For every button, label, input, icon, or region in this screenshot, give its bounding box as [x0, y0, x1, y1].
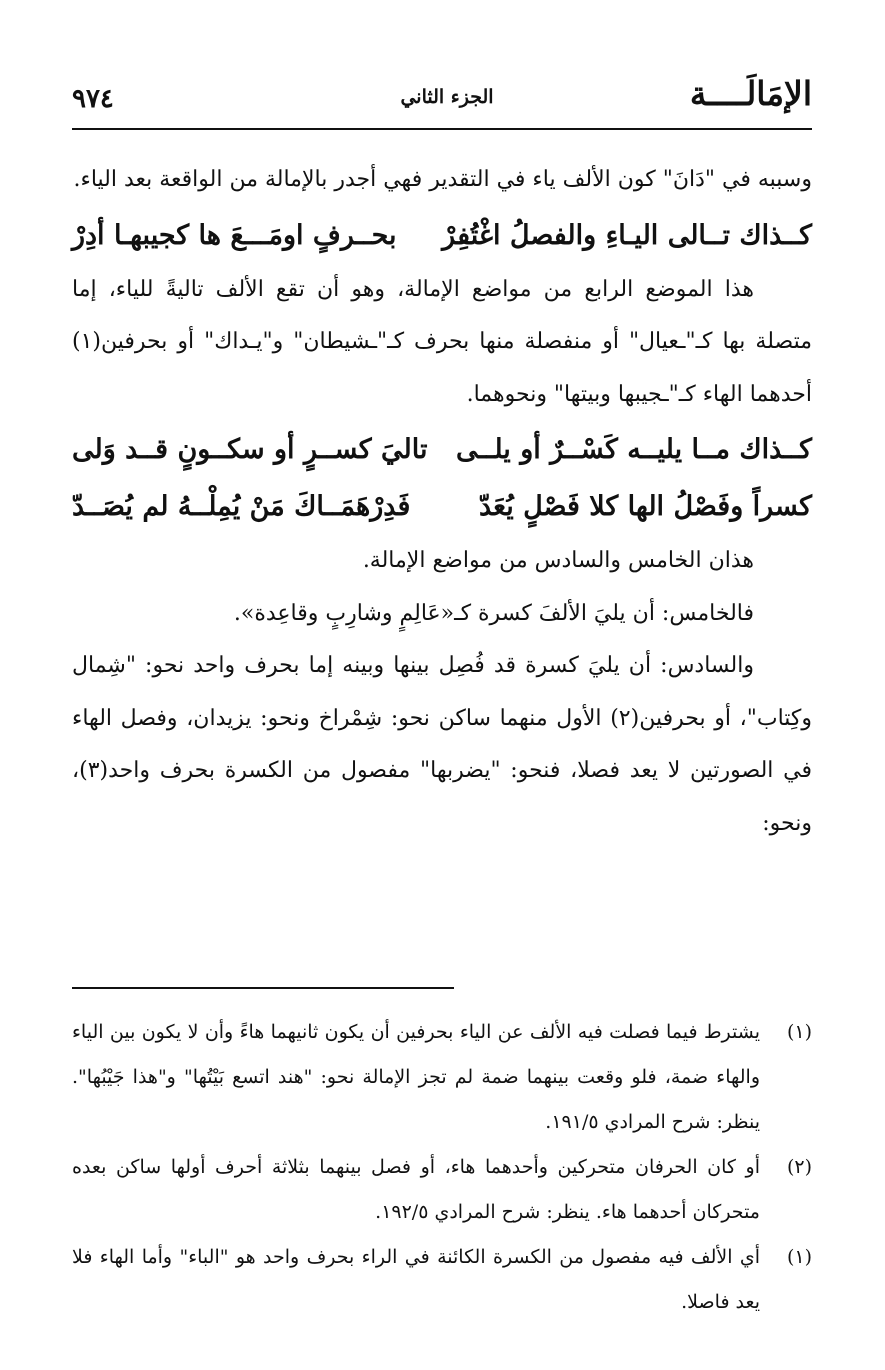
main-text [72, 154, 812, 850]
running-title: الإمَالَــــة [689, 74, 812, 113]
footnote-text: أو كان الحرفان متحركين وأحدهما هاء، أو فصل بينهما بثلاثة أحرف أولها ساكن بعده متحركان أحدهما هاء. ينظر: شرح المرادي ١٩٢/٥. [72, 1156, 760, 1223]
verse-line [72, 421, 812, 478]
paragraph-fourth-position: هذا الموضع الرابع من مواضع الإمالة، وهو أن تقع الألف تاليةً للياء، إما متصلة بها كـ"ـعيال" أو منفصلة منها بحرف كـ"ـشيطان" و"يـداك" أو بحرفين(١) أحدهما الهاء كـ"ـجيبها وبيتها" ونحوهما. [72, 276, 812, 407]
page-number: ٩٧٤ [72, 84, 114, 114]
verse-line [72, 478, 812, 535]
verse-first-hemistich: كــذاك تــالى اليـاءِ والفصلُ اغْتُفِرْ [442, 219, 812, 251]
verse-second-hemistich: فَدِرْهَمَــاكَ مَنْ يُمِلْــهُ لم يُصَــدّ [72, 491, 411, 522]
verse-first-hemistich: كسراً وفَصْلُ الها كلا فَصْلٍ يُعَدّ [479, 491, 812, 522]
paragraph-fifth-sixth: هذان الخامس والسادس من مواضع الإمالة. [362, 548, 754, 573]
verse-first-hemistich: كــذاك مــا يليــه كَسْــرٌ أو يلــى [456, 434, 812, 465]
footnote-divider [72, 987, 454, 989]
paragraph-sixth: والسادس: أن يليَ كسرة قد فُصِل بينها وبينه إما بحرف واحد نحو: "شِمال وكِتاب"، أو بحرفين(٢) الأول منهما ساكن نحو: شِمْراخ ونحو: يزيدان، وفصل الهاء في الصورتين لا يعد فصلا، فنحو: "يضربها" مفصول من الكسرة بحرف واحد(٣)، ونحو: [72, 653, 813, 836]
footnote-text: يشترط فيما فصلت فيه الألف عن الياء بحرفين أن يكون ثانيهما هاءً وأن لا يكون بين الياء والهاء ضمة، فلو وقعت بينهما ضمة لم تجز الإمالة نحو: "هند اتسع بَيْتُها" و"هذا جَيْبُها". ينظر: شرح المرادي ١٩١/٥. [72, 1021, 760, 1133]
footnote-number: (٢) [786, 1156, 812, 1178]
footnote-text: أي الألف فيه مفصول من الكسرة الكائنة في الراء بحرف واحد هو "الباء" وأما الهاء فلا يعد فاصلا. [72, 1246, 760, 1313]
footnote [72, 1145, 812, 1235]
verse-second-hemistich: بحــرفٍ اومَـــعَ ها كجيبهـا أدِرْ [72, 219, 397, 251]
page-header [72, 62, 812, 130]
footnotes [72, 1010, 812, 1325]
paragraph-intro: وسببه في "دَانَ" كون الألف ياء في التقدير فهي أجدر بالإمالة من الواقعة بعد الياء. [73, 167, 812, 192]
part-label: الجزء الثاني [400, 86, 494, 108]
verse-line [72, 207, 812, 264]
footnote [72, 1010, 812, 1145]
footnote-number: (١) [786, 1021, 812, 1043]
footnote-number: (١) [786, 1246, 812, 1268]
book-page [72, 62, 812, 1322]
paragraph-fifth: فالخامس: أن يليَ الألفَ كسرة كـ«عَالِمٍ وشارِبٍ وقاعِدة». [233, 600, 754, 626]
verse-second-hemistich: تاليَ كســرٍ أو سكــونٍ قــد وَلى [72, 434, 428, 465]
footnote [72, 1235, 812, 1325]
